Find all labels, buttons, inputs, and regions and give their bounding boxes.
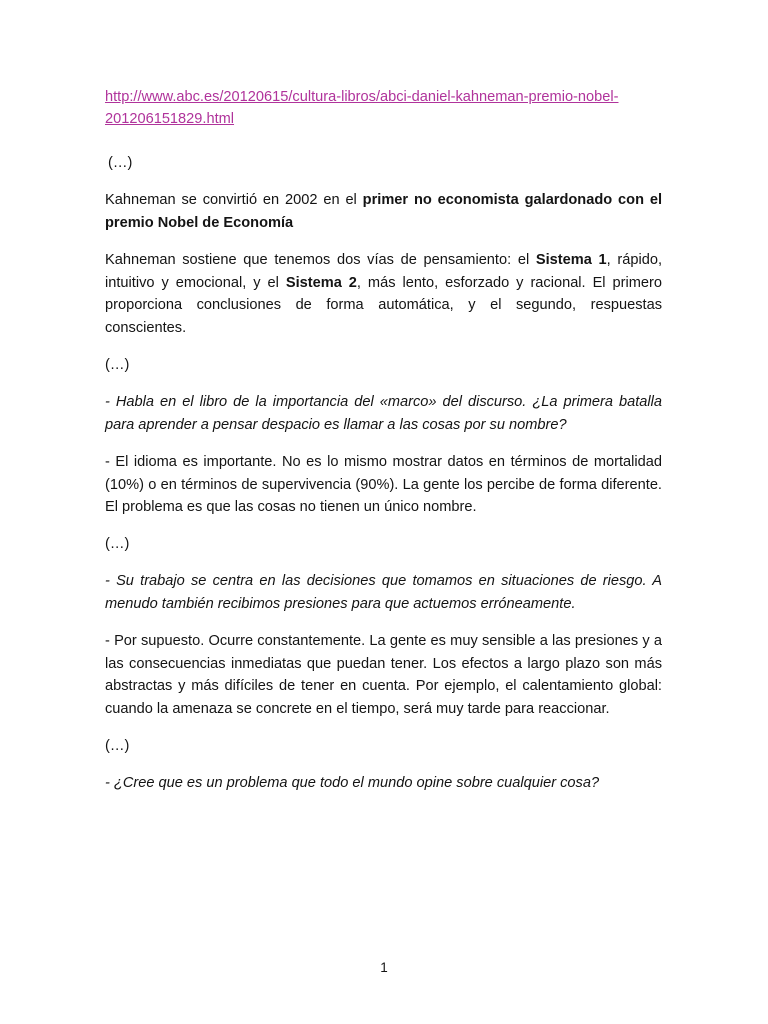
interview-question — [105, 772, 662, 795]
text-run: Kahneman sostiene que tenemos dos vías de pensamiento: el — [105, 252, 536, 269]
ellipsis-marker: (…) — [105, 536, 130, 553]
ellipsis-marker: (…) — [105, 738, 130, 755]
text-run: Kahneman se convirtió en 2002 en el — [105, 192, 363, 209]
body-paragraph — [105, 630, 662, 720]
text-run: - El idioma es importante. No es lo mismo mostrar datos en términos de mortalidad (10%) o en términos de supervivencia (90%). La gente los percibe de forma diferente. El problema es que las cosas no tienen un único nombre. — [105, 453, 662, 516]
page-number: 1 — [380, 960, 388, 975]
source-url-link[interactable]: http://www.abc.es/20120615/cultura-libros/abci-daniel-kahneman-premio-nobel-201206151829.html — [105, 89, 619, 128]
ellipsis-marker: (…) — [105, 357, 130, 374]
document-blocks — [105, 152, 662, 794]
text-run: , rápido, intuitivo y emocional, y el — [105, 252, 663, 291]
interview-question — [105, 391, 662, 436]
body-paragraph — [105, 451, 662, 519]
ellipsis-marker: (…) — [108, 155, 133, 172]
body-paragraph — [105, 249, 662, 339]
text-run: - Habla en el libro de la importancia del «marco» del discurso. ¿La primera batalla para aprender a pensar despacio es llamar a las cosas por su nombre? — [105, 394, 662, 433]
emphasis-text: Sistema 1 — [535, 252, 607, 269]
document-body — [105, 86, 662, 795]
interview-question — [105, 570, 662, 615]
text-run: - Su trabajo se centra en las decisiones que tomamos en situaciones de riesgo. A menudo también recibimos presiones para que actuemos erróneamente. — [105, 573, 663, 612]
text-run: - ¿Cree que es un problema que todo el mundo opine sobre cualquier cosa? — [105, 775, 600, 792]
emphasis-text: Sistema 2 — [285, 274, 357, 291]
text-run: - Por supuesto. Ocurre constantemente. La gente es muy sensible a las presiones y a las consecuencias inmediatas que puedan tener. Los efectos a largo plazo son más abstractas y más difíciles de tener en cuenta. Por ejemplo, el calentamiento global: cuando la amenaza se concrete en el tiempo, será muy tarde para reaccionar. — [105, 633, 662, 717]
text-run: , más lento, esforzado y racional. El primero proporciona conclusiones de forma automática, y el segundo, respuestas conscientes. — [105, 274, 662, 336]
body-paragraph — [105, 189, 662, 234]
emphasis-text: primer no economista galardonado con el premio Nobel de Economía — [105, 192, 663, 232]
